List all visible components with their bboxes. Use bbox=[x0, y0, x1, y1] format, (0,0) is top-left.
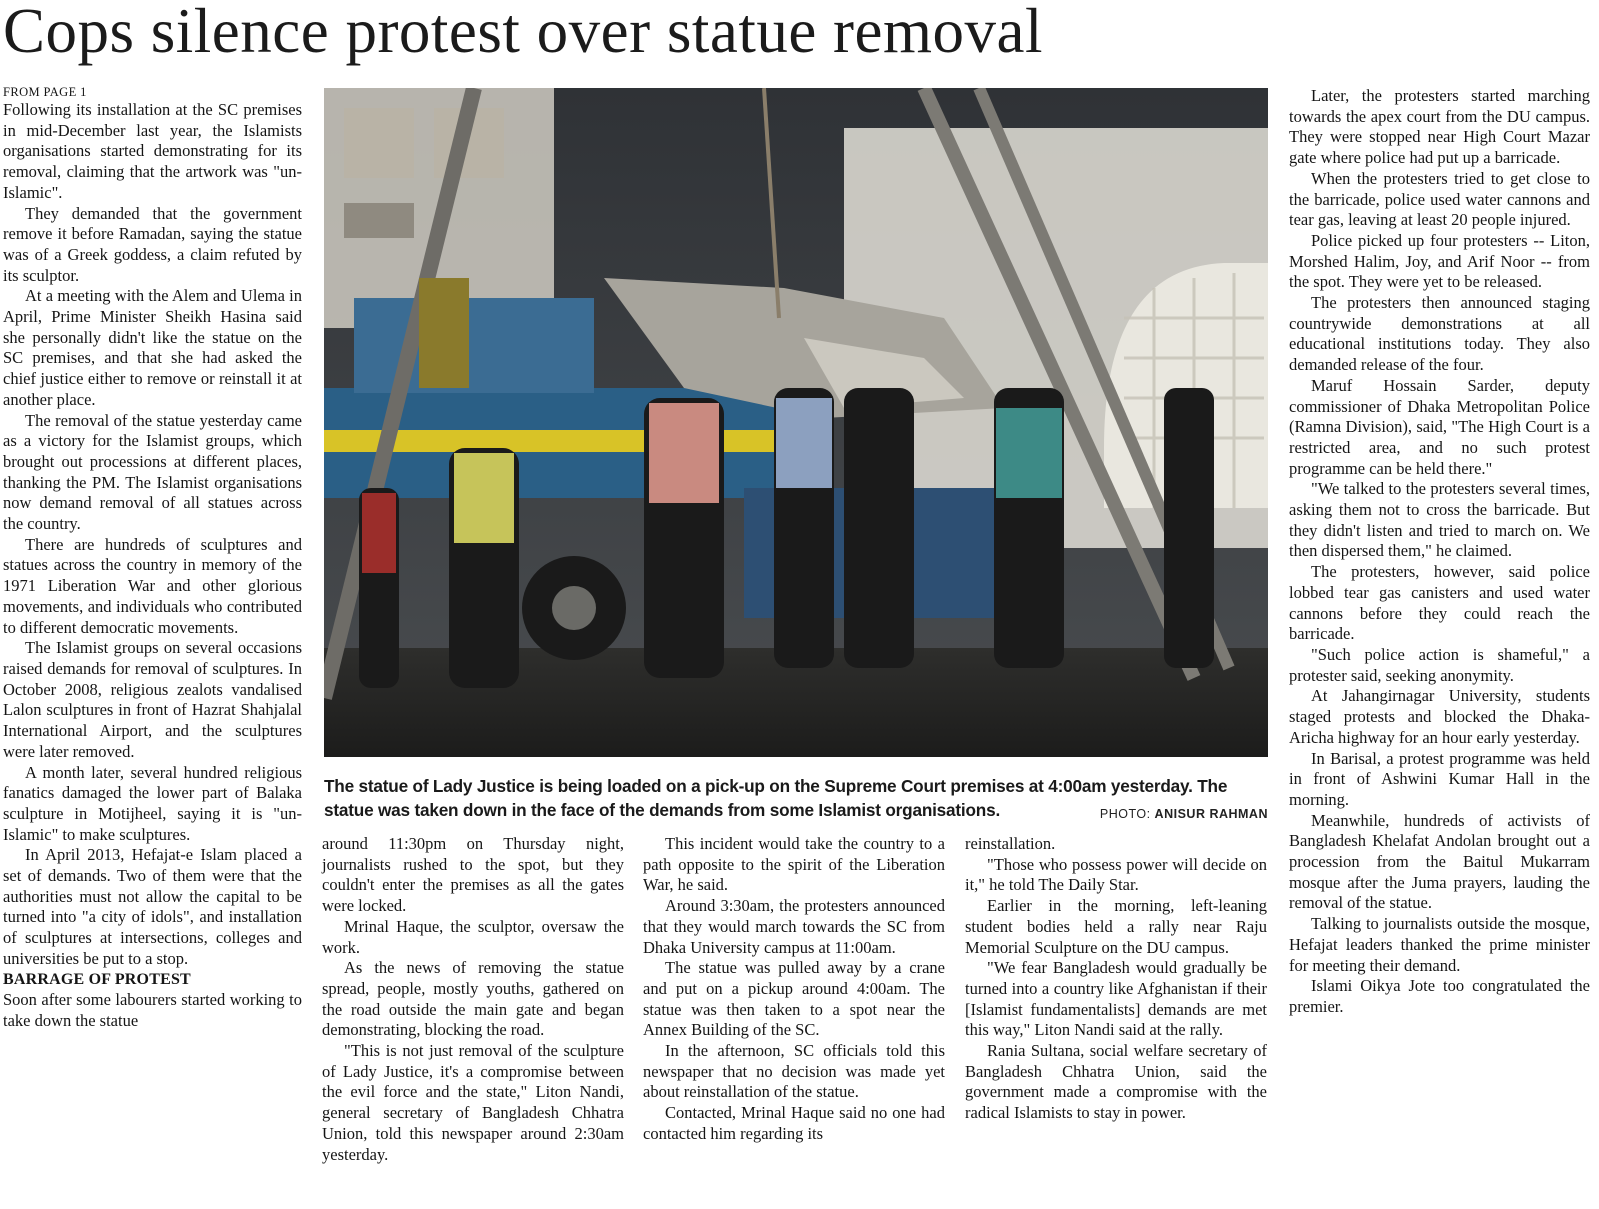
paragraph: Rania Sultana, social welfare secretary of Bangladesh Chhatra Union, said the government made a compromise with the radical Islamists to stay in power. bbox=[965, 1041, 1267, 1123]
paragraph: When the protesters tried to get close to the barricade, police used water cannons and tear gas, leaving at least 20 people injured. bbox=[1289, 168, 1590, 230]
article-column-3 bbox=[643, 834, 945, 1145]
paragraph: Police picked up four protesters -- Liton, Morshed Halim, Joy, and Arif Noor -- from the spot. They were yet to be released. bbox=[1289, 230, 1590, 292]
photo-credit-label: PHOTO: bbox=[1099, 807, 1151, 821]
from-page-label: FROM PAGE 1 bbox=[3, 85, 87, 99]
photo-credit-name: ANISUR RAHMAN bbox=[1154, 807, 1268, 821]
paragraph: "Those who possess power will decide on it," he told The Daily Star. bbox=[965, 854, 1267, 895]
headline: Cops silence protest over statue removal bbox=[3, 0, 1043, 66]
paragraph: Maruf Hossain Sarder, deputy commissioner of Dhaka Metropolitan Police (Ramna Division), said, "The High Court is a restricted area, and no such protest programme can be held there." bbox=[1289, 375, 1590, 478]
paragraph: The protesters, however, said police lobbed tear gas canisters and used water cannons before they could reach the barricade. bbox=[1289, 562, 1590, 644]
paragraph: reinstallation. bbox=[965, 834, 1056, 853]
paragraph: "This is not just removal of the sculpture of Lady Justice, it's a compromise between the evil force and the state," Liton Nandi, general secretary of Bangladesh Chhatra Union, told this newspaper around 2:30am yesterday. bbox=[322, 1041, 624, 1164]
paragraph: As the news of removing the statue spread, people, mostly youths, gathered on the road outside the main gate and began demonstrating, blocking the road. bbox=[322, 958, 624, 1040]
news-photo bbox=[324, 88, 1268, 757]
paragraph: Later, the protesters started marching towards the apex court from the DU campus. They were stopped near High Court Mazar gate where police had put up a barricade. bbox=[1289, 86, 1590, 168]
photo-credit bbox=[1093, 807, 1268, 821]
subheading: BARRAGE OF PROTEST bbox=[3, 970, 191, 988]
paragraph: The statue was pulled away by a crane and put on a pickup around 4:00am. The statue was then taken to a spot near the Annex Building of the SC. bbox=[643, 958, 945, 1040]
photo-statue-removal bbox=[324, 88, 1268, 757]
paragraph: Soon after some labourers started working to take down the statue bbox=[3, 990, 302, 1030]
paragraph: In the afternoon, SC officials told this newspaper that no decision was made yet about reinstallation of the statue. bbox=[643, 1041, 945, 1102]
paragraph: At a meeting with the Alem and Ulema in April, Prime Minister Sheikh Hasina said she personally didn't like the statue on the SC premises, and that she had asked the chief justice either to remove or reinstall it at another place. bbox=[3, 286, 302, 409]
paragraph: Earlier in the morning, left-leaning student bodies held a rally near Raju Memorial Sculpture on the DU campus. bbox=[965, 896, 1267, 957]
article-column-4 bbox=[965, 834, 1267, 1124]
paragraph: Meanwhile, hundreds of activists of Bangladesh Khelafat Andolan brought out a procession from the Baitul Mukarram mosque after the Juma prayers, lauding the removal of the statue. bbox=[1289, 810, 1590, 913]
paragraph: around 11:30pm on Thursday night, journalists rushed to the spot, but they couldn't enter the premises as all the gates were locked. bbox=[322, 834, 624, 916]
paragraph: "Such police action is shameful," a protester said, seeking anonymity. bbox=[1289, 644, 1590, 685]
paragraph: There are hundreds of sculptures and statues across the country in memory of the 1971 Liberation War and other glorious movements, and individuals who contributed to different democratic movements. bbox=[3, 534, 302, 637]
photo-caption: The statue of Lady Justice is being loaded on a pick-up on the Supreme Court premises at 4:00am yesterday. The statue was taken down in the face of the demands from some Islamist organisations. bbox=[324, 776, 1228, 820]
paragraph: At Jahangirnagar University, students staged protests and blocked the Dhaka-Aricha highway for an hour early yesterday. bbox=[1289, 686, 1590, 747]
paragraph: They demanded that the government remove it before Ramadan, saying the statue was of a Greek goddess, a claim refuted by its sculptor. bbox=[3, 203, 302, 285]
paragraph: The removal of the statue yesterday came as a victory for the Islamist groups, which brought out processions at different places, thanking the PM. The Islamist organisations now demand removal of all statues across the country. bbox=[3, 410, 302, 534]
article-column-1 bbox=[3, 84, 302, 1032]
paragraph: Islami Oikya Jote too congratulated the premier. bbox=[1289, 976, 1590, 1016]
paragraph: "We talked to the protesters several times, asking them not to cross the barricade. But they didn't listen and tried to march on. We then dispersed them," he claimed. bbox=[1289, 479, 1590, 561]
paragraph: The Islamist groups on several occasions raised demands for removal of sculptures. In October 2008, religious zealots vandalised Lalon sculptures in front of Hazrat Shahjalal International Airport, and the sculptures were later removed. bbox=[3, 638, 302, 761]
paragraph: Around 3:30am, the protesters announced that they would march towards the SC from Dhaka University campus at 11:00am. bbox=[643, 896, 945, 957]
paragraph: This incident would take the country to a path opposite to the spirit of the Liberation War, he said. bbox=[643, 834, 945, 895]
paragraph: "We fear Bangladesh would gradually be turned into a country like Afghanistan if their [Islamist fundamentalists] demands are met this way," Liton Nandi said at the rally. bbox=[965, 958, 1267, 1040]
paragraph: In Barisal, a protest programme was held in front of Ashwini Kumar Hall in the morning. bbox=[1289, 748, 1590, 809]
paragraph: Talking to journalists outside the mosque, Hefajat leaders thanked the prime minister for meeting their demand. bbox=[1289, 914, 1590, 975]
paragraph: In April 2013, Hefajat-e Islam placed a set of demands. Two of them were that the authorities must not allow the capital to be turned into "a city of idols", and installation of sculptures at intersections, colleges and universities be put to a stop. bbox=[3, 845, 302, 968]
article-column-2 bbox=[322, 834, 624, 1165]
paragraph: Mrinal Haque, the sculptor, oversaw the work. bbox=[322, 916, 624, 957]
paragraph: Contacted, Mrinal Haque said no one had contacted him regarding its bbox=[643, 1103, 945, 1143]
paragraph: The protesters then announced staging countrywide demonstrations at all educational institutions today. They also demanded release of the four. bbox=[1289, 293, 1590, 375]
article-column-5 bbox=[1289, 86, 1590, 1018]
paragraph: Following its installation at the SC premises in mid-December last year, the Islamists organisations started demonstrating for its removal, claiming that the artwork was "un-Islamic". bbox=[3, 100, 302, 202]
paragraph: A month later, several hundred religious fanatics damaged the lower part of Balaka sculpture in Motijheel, saying it is "un-Islamic" to make sculptures. bbox=[3, 762, 302, 844]
